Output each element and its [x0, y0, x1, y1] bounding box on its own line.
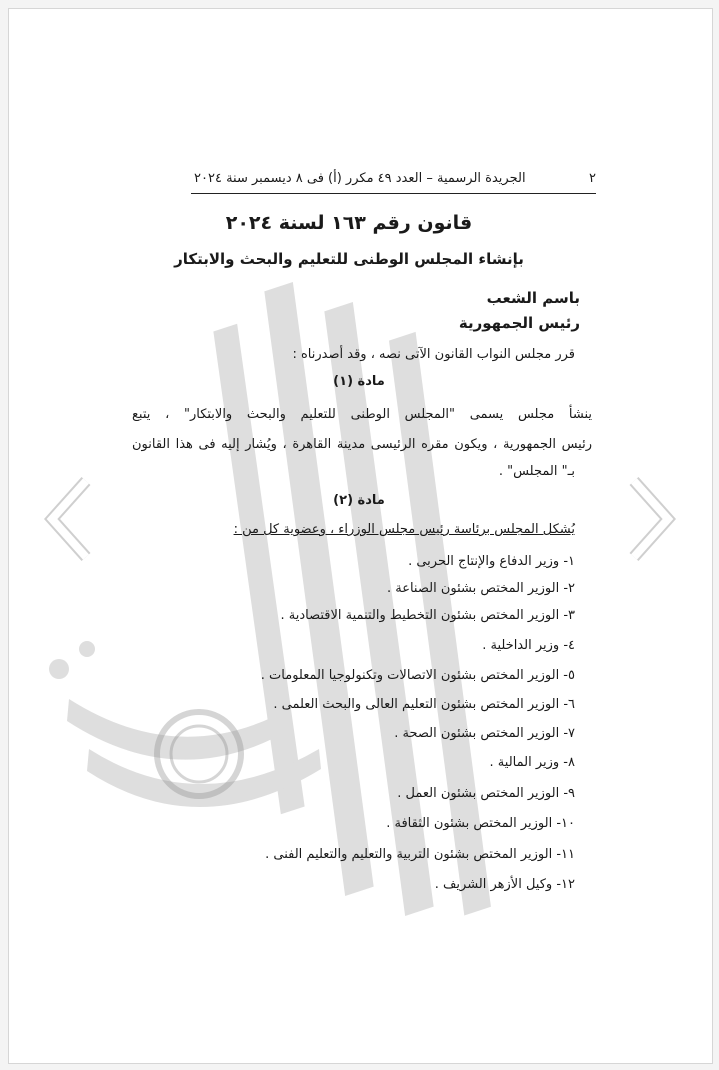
law-title: قانون رقم ١٦٣ لسنة ٢٠٢٤: [225, 212, 473, 234]
article2-intro: يُشكل المجلس برئاسة رئيس مجلس الوزراء ، وعضوية كل من :: [233, 522, 575, 537]
member-item: ١- وزير الدفاع والإنتاج الحربى .: [408, 554, 575, 569]
gazette-header: [194, 171, 596, 186]
document-page: [8, 8, 713, 1064]
member-item: ١١- الوزير المختص بشئون التربية والتعليم والتعليم الفنى .: [265, 847, 575, 862]
in-name-of-people: باسم الشعب: [486, 289, 580, 307]
chevron-left-icon: [44, 475, 92, 563]
law-subtitle: بإنشاء المجلس الوطنى للتعليم والبحث والابتكار: [174, 250, 524, 268]
preamble: قرر مجلس النواب القانون الآتى نصه ، وقد أصدرناه :: [292, 347, 575, 362]
article1-line2: رئيس الجمهورية ، ويكون مقره الرئيسى مدينة القاهرة ، ويُشار إليه فى هذا القانون: [132, 437, 592, 452]
president-heading: رئيس الجمهورية: [458, 314, 580, 332]
member-item: ٧- الوزير المختص بشئون الصحة .: [394, 726, 575, 741]
article1-heading: مادة (١): [333, 374, 385, 389]
member-item: ١٠- الوزير المختص بشئون الثقافة .: [386, 816, 575, 831]
member-item: ٣- الوزير المختص بشئون التخطيط والتنمية الاقتصادية .: [280, 608, 575, 623]
article1-line3: بـ" المجلس" .: [498, 464, 575, 479]
member-item: ٦- الوزير المختص بشئون التعليم العالى والبحث العلمى .: [273, 697, 575, 712]
page-number: ٢: [589, 171, 596, 186]
next-page-button[interactable]: [628, 475, 676, 563]
member-item: ٩- الوزير المختص بشئون العمل .: [397, 786, 575, 801]
member-item: ٥- الوزير المختص بشئون الاتصالات وتكنولوجيا المعلومات .: [260, 668, 575, 683]
member-item: ٤- وزير الداخلية .: [482, 638, 575, 653]
member-item: ١٢- وكيل الأزهر الشريف .: [434, 877, 575, 892]
previous-page-button[interactable]: [44, 475, 92, 563]
gazette-line: الجريدة الرسمية – العدد ٤٩ مكرر (أ) فى ٨ ديسمبر سنة ٢٠٢٤: [194, 171, 526, 186]
header-divider: [191, 193, 596, 194]
chevron-right-icon: [628, 475, 676, 563]
member-item: ٨- وزير المالية .: [489, 755, 575, 770]
member-item: ٢- الوزير المختص بشئون الصناعة .: [386, 581, 575, 596]
article2-heading: مادة (٢): [333, 493, 385, 508]
article1-line1: ينشأ مجلس يسمى "المجلس الوطنى للتعليم والبحث والابتكار" ، يتبع: [132, 407, 592, 422]
